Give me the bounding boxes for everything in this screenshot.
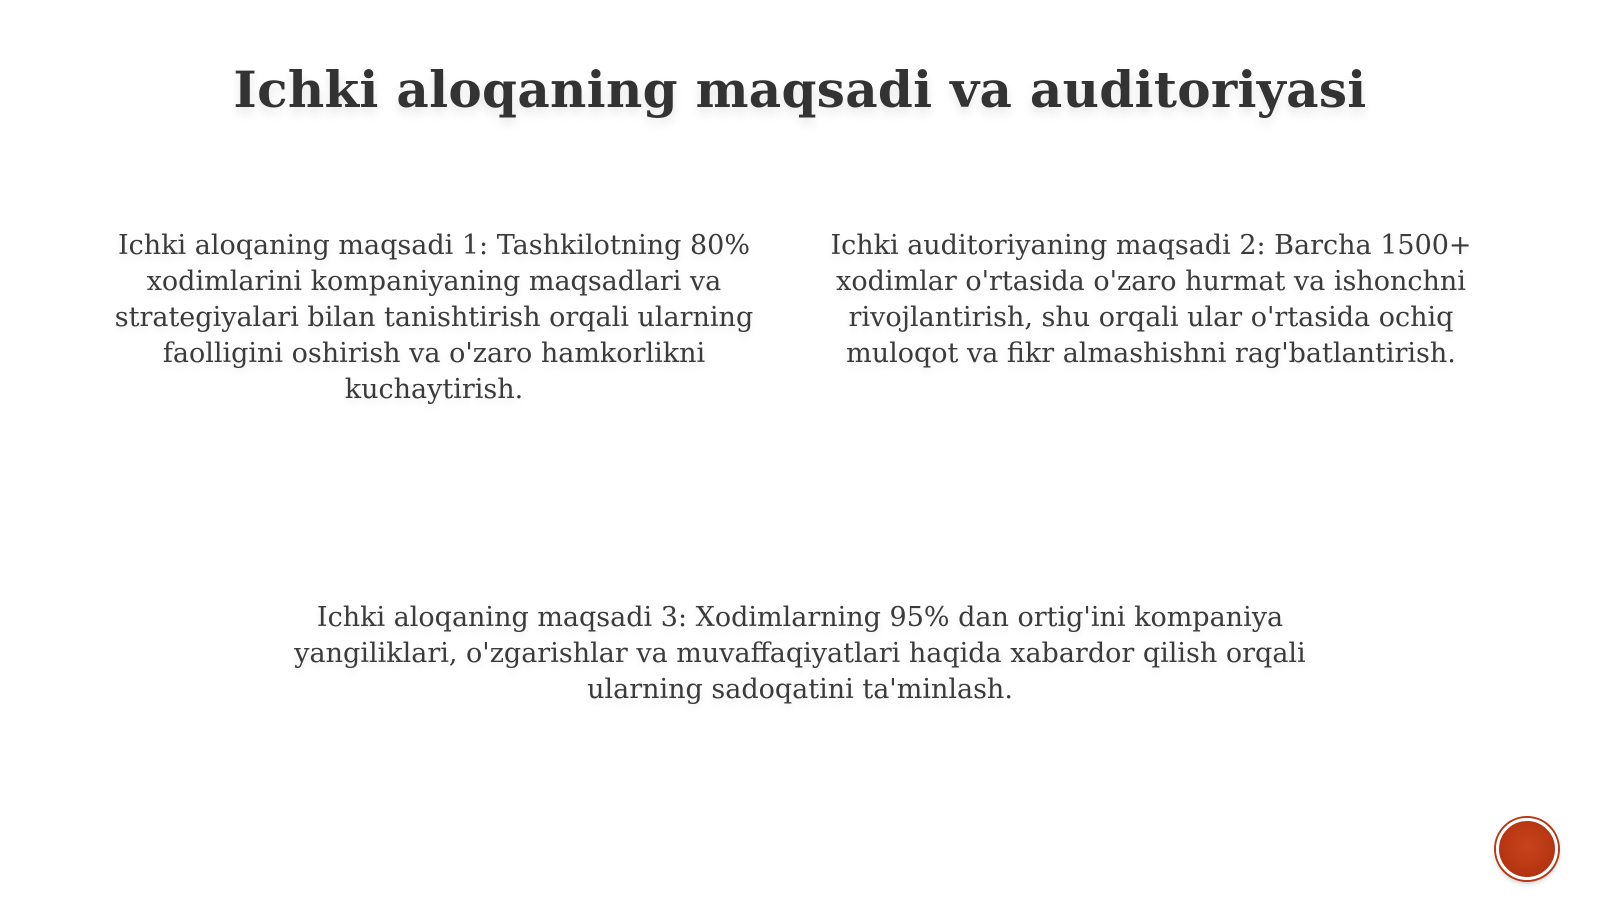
goal-2-text: Ichki auditoriyaning maqsadi 2: Barcha 1500+ xodimlar o'rtasida o'zaro hurmat va ishonchni rivojlantirish, shu orqali ular o'rtasida ochiq muloqot va fikr almashishni rag'batlantirish. (830, 230, 1472, 369)
slide-title: Ichki aloqaning maqsadi va auditoriyasi (233, 60, 1367, 119)
goal-1-text: Ichki aloqaning maqsadi 1: Tashkilotning 80% xodimlarini kompaniyaning maqsadlari va strategiyalari bilan tanishtirish orqali ularning faolligini oshirish va o'zaro hamkorlikni kuchaytirish. (114, 230, 754, 405)
goal-3-text: Ichki aloqaning maqsadi 3: Xodimlarning 95% dan ortig'ini kompaniya yangiliklari, o'zgarishlar va muvaffaqiyatlari haqida xabardor qilish orqali ularning sadoqatini ta'minlash. (294, 602, 1306, 705)
slide-nav-button[interactable] (1496, 818, 1558, 880)
